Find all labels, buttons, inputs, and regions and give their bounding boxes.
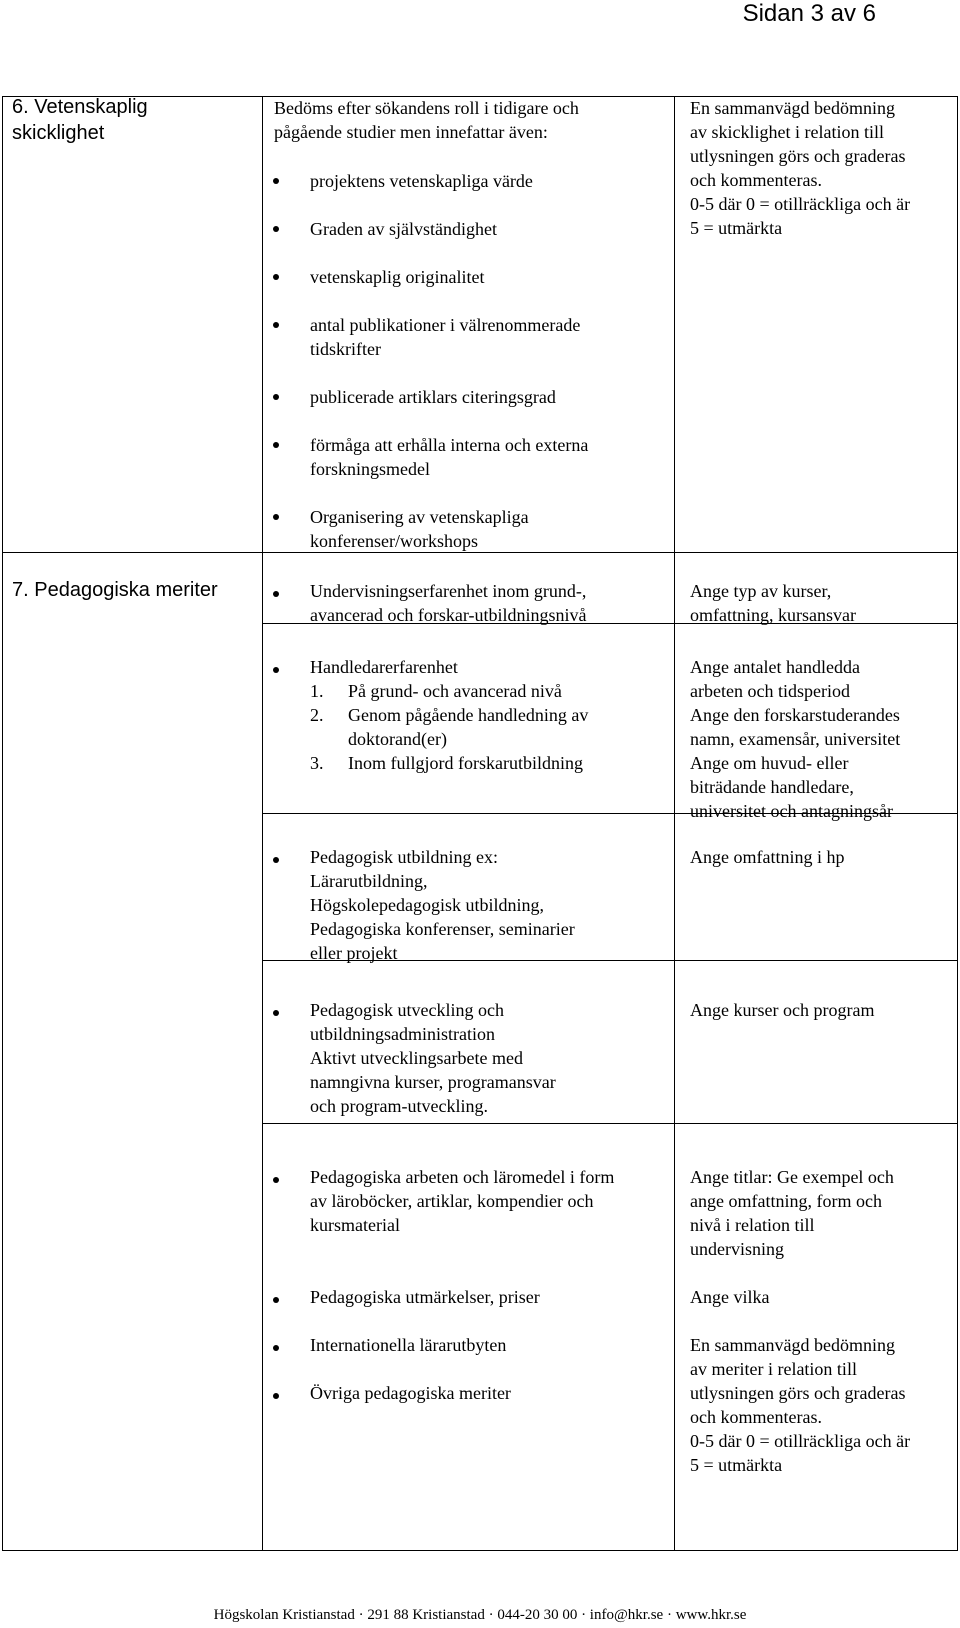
bullet-icon <box>273 857 279 863</box>
criteria-text: Pedagogiska arbeten och läromedel i form av läroböcker, artiklar, kompendier och kursmaterial <box>310 1167 615 1235</box>
section7-title: 7. Pedagogiska meriter <box>12 579 218 601</box>
instruction-text: Ange kurser och program <box>690 1000 875 1020</box>
criteria-text: Undervisningserfarenhet inom grund-, avancerad och forskar-utbildningsnivå <box>310 581 587 625</box>
page-number: Sidan 3 av 6 <box>742 0 876 27</box>
bullet-icon <box>273 226 279 232</box>
section6-title: 6. Vetenskaplig skicklighet <box>12 96 148 144</box>
bullet-icon <box>273 1297 279 1303</box>
bullet-icon <box>273 394 279 400</box>
instruction-text: utlysningen görs och graderas och kommenteras. 0-5 där 0 = otillräckliga och är 5 = utmärkta <box>690 1383 911 1475</box>
bullet-icon <box>273 1345 279 1351</box>
column-divider <box>262 97 263 1550</box>
instruction-text: Ange typ av kurser, omfattning, kursansvar <box>690 581 856 625</box>
column-divider <box>674 97 675 1550</box>
bullet-icon <box>273 1393 279 1399</box>
instruction-text: En sammanvägd bedömning av meriter i relation till <box>690 1335 895 1379</box>
bullet-icon <box>273 322 279 328</box>
bullet-icon <box>273 514 279 520</box>
footer-contact: Högskolan Kristianstad · 291 88 Kristianstad · 044-20 30 00 · info@hkr.se · www.hkr.se <box>213 1607 747 1623</box>
row-divider <box>262 1123 957 1124</box>
bullet-icon <box>273 591 279 597</box>
bullet-icon <box>273 274 279 280</box>
criteria-text: Pedagogisk utveckling och utbildningsadministration Aktivt utvecklingsarbete med namngivna kurser, programansvar och program-utveckling. <box>310 1000 556 1116</box>
criteria-text: Handledarerfarenhet <box>310 657 458 677</box>
section6-intro: Bedöms efter sökandens roll i tidigare och pågående studier men innefattar även: <box>274 98 579 142</box>
criteria-text: Pedagogisk utbildning ex: Lärarutbildning, Högskolepedagogisk utbildning, Pedagogiska konferenser, seminarier eller projekt <box>310 847 575 963</box>
section6-assessment: En sammanvägd bedömning av skicklighet i relation till utlysningen görs och graderas och kommenteras. 0-5 där 0 = otillräckliga och är 5 = utmärkta <box>690 98 911 238</box>
bullet-icon <box>273 178 279 184</box>
bullet-icon <box>273 667 279 673</box>
criteria-text: Internationella lärarutbyten <box>310 1335 507 1355</box>
criteria-text: Övriga pedagogiska meriter <box>310 1383 511 1403</box>
bullet-icon <box>273 442 279 448</box>
instruction-text: Ange omfattning i hp <box>690 847 845 867</box>
bullet-icon <box>273 1010 279 1016</box>
instruction-text: Ange vilka <box>690 1287 770 1307</box>
instruction-text: Ange titlar: Ge exempel och ange omfattning, form och nivå i relation till undervisning <box>690 1167 894 1259</box>
instruction-text: Ange antalet handledda arbeten och tidsperiod Ange den forskarstuderandes namn, examensår, universitet Ange om huvud- eller biträdande handledare, universitet och antagningsår <box>690 657 901 821</box>
bullet-icon <box>273 1177 279 1183</box>
criteria-text: Pedagogiska utmärkelser, priser <box>310 1287 540 1307</box>
